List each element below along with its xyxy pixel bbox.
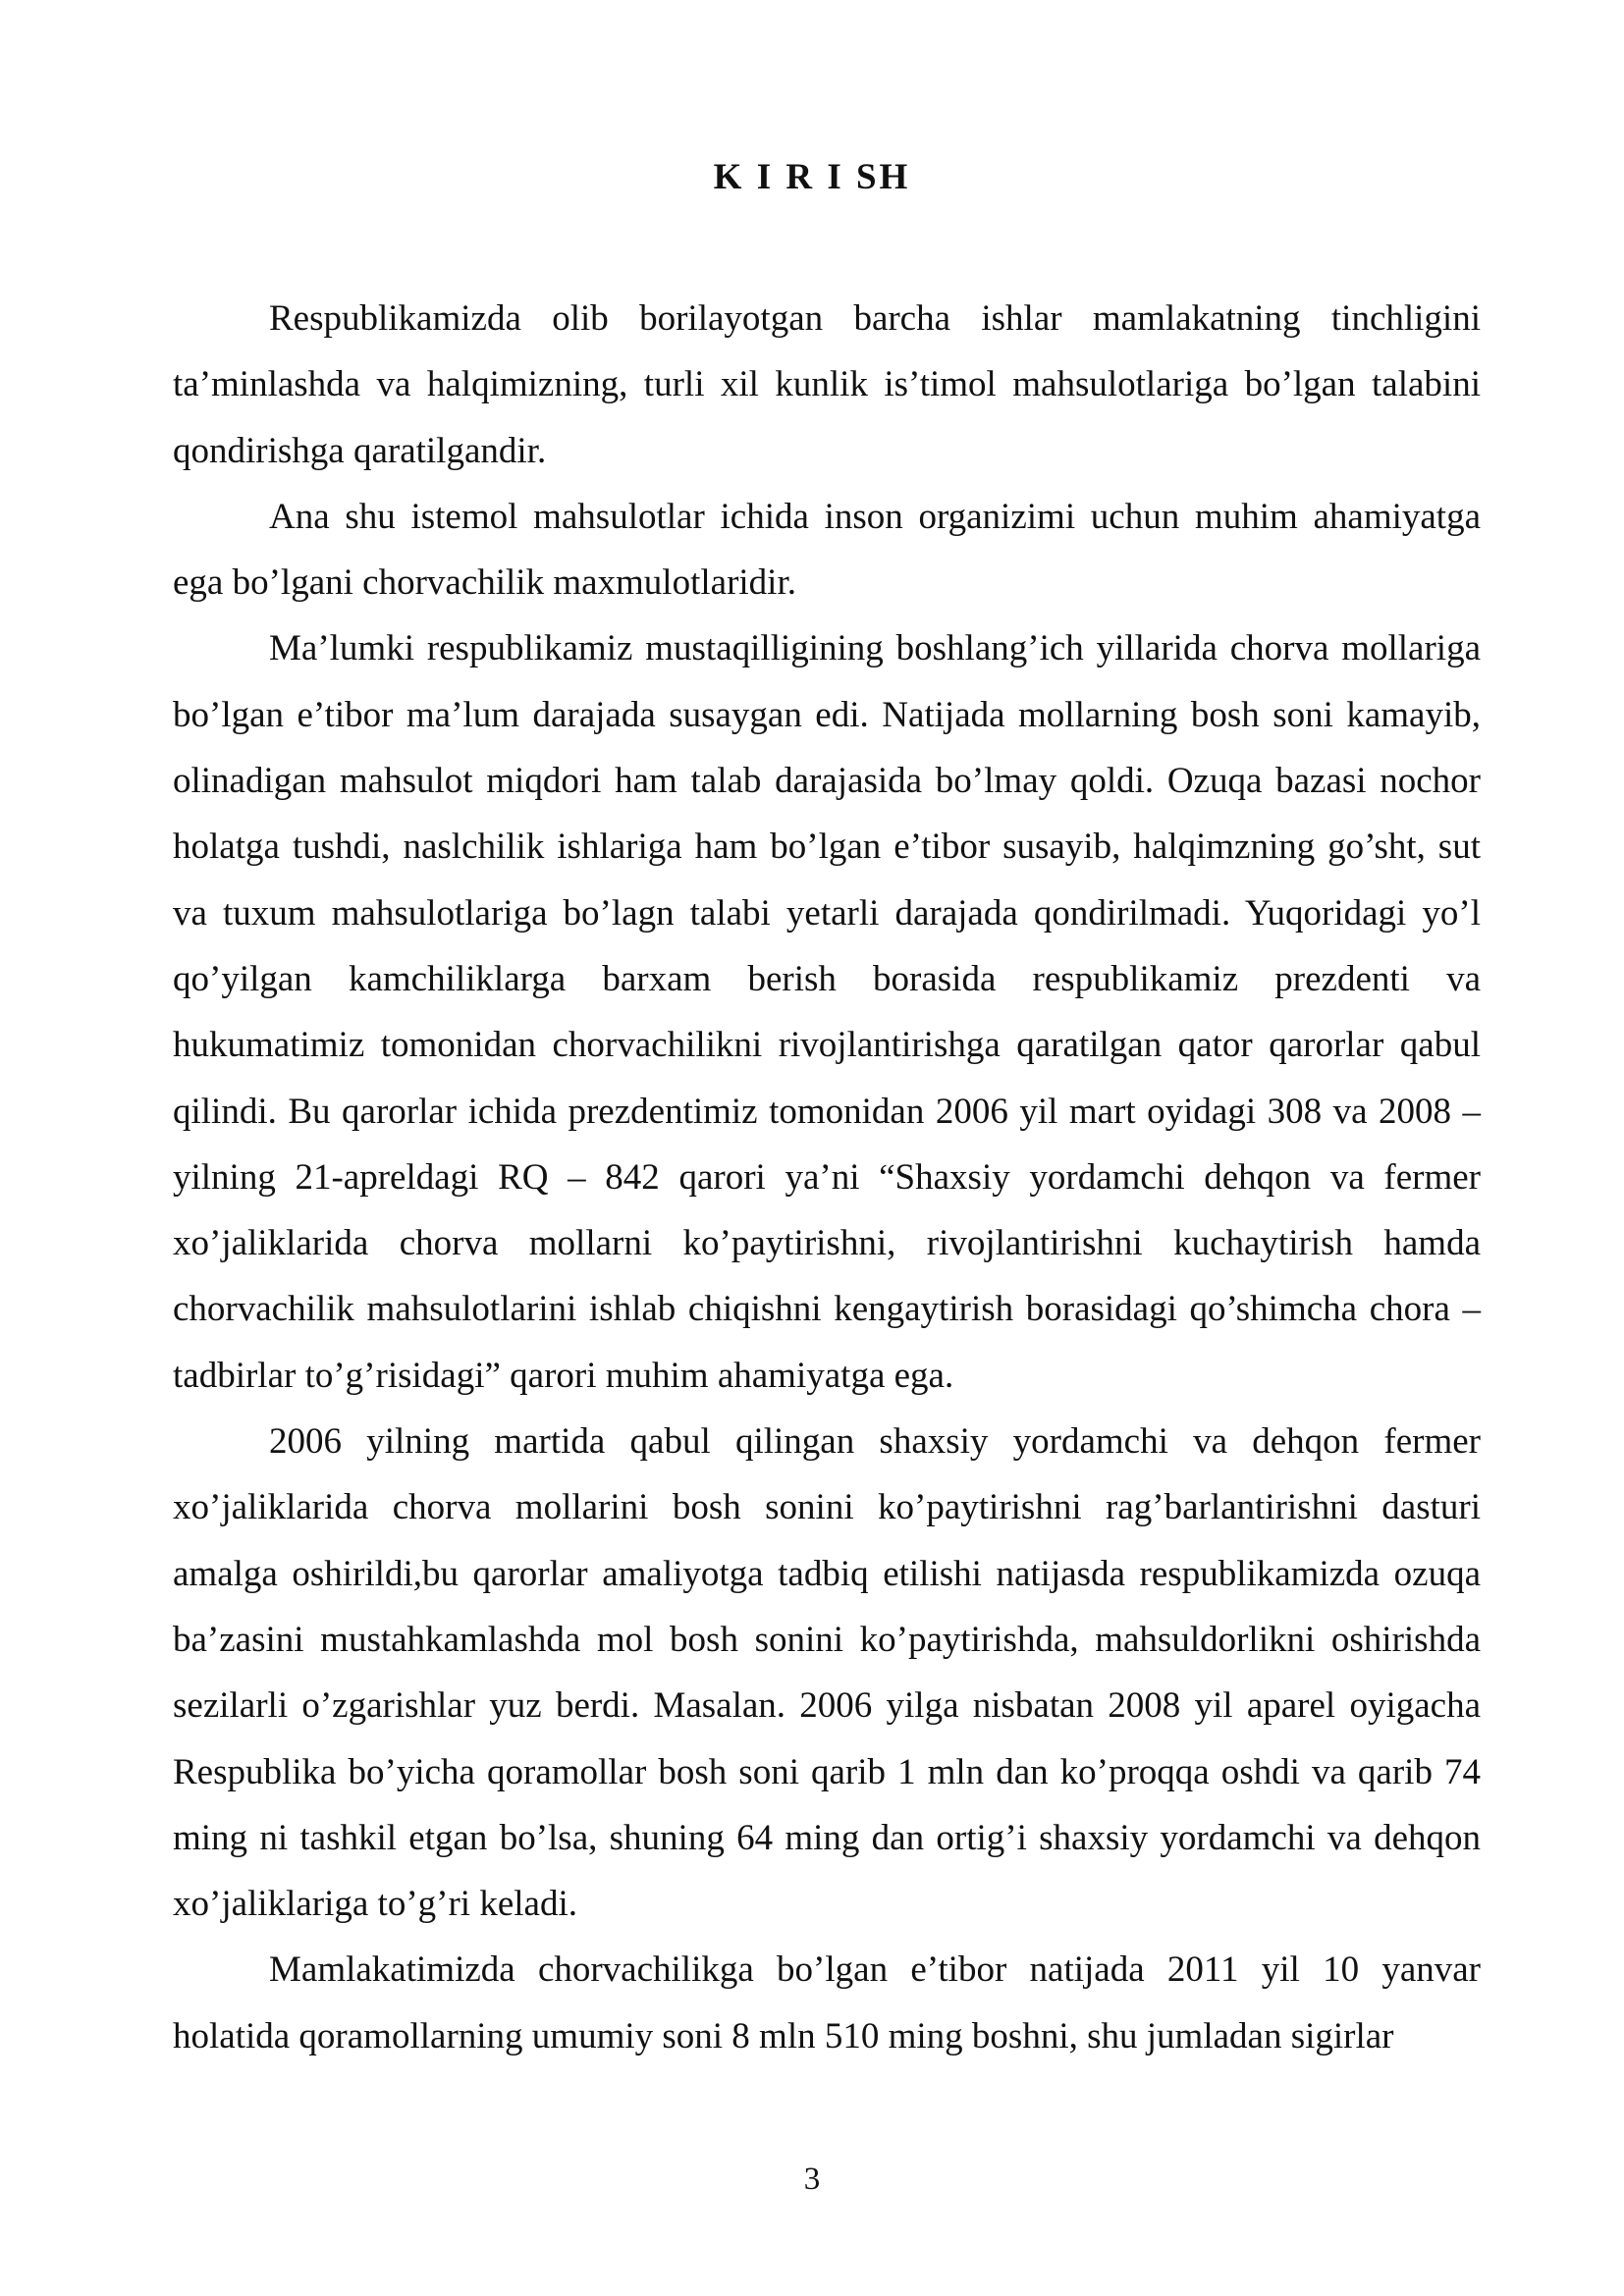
paragraph-2: Ana shu istemol mahsulotlar ichida inson organizimi uchun muhim ahamiyatga ega bo’lgani chorvachilik maxmulotlaridir. <box>173 496 1481 604</box>
section-title: K I R I SH <box>713 157 911 197</box>
paragraph-4: 2006 yilning martida qabul qilingan shaxsiy yordamchi va dehqon fermer xo’jaliklarida chorva mollarini bosh sonini ko’paytirishni rag’barlantirishni dasturi amalga oshirildi,bu qarorlar amaliyotga tadbiq etilishi natijasda respublikamizda ozuqa ba’zasini mustahkamlashda mol bosh sonini ko’paytirishda, mahsuldorlikni oshirishda sezilarli o’zgarishlar yuz berdi. Masalan. 2006 yilga nisbatan 2008 yil aparel oyigacha Respublika bo’yicha qoramollar bosh soni qarib 1 mln dan ko’proqqa oshdi va qarib 74 ming ni tashkil etgan bo’lsa, shuning 64 ming dan ortig’i shaxsiy yordamchi va dehqon xo’jaliklariga to’g’ri keladi. <box>173 1421 1481 1925</box>
paragraph-1: Respublikamizda olib borilayotgan barcha ishlar mamlakatning tinchligini ta’minlashda va halqimizning, turli xil kunlik is’timol mahsulotlariga bo’lgan talabini qondirishga qaratilgandir. <box>173 298 1481 471</box>
page-number: 3 <box>803 2162 821 2197</box>
paragraph-5: Mamlakatimizda chorvachilikga bo’lgan e’tibor natijada 2011 yil 10 yanvar holatida qoramollarning umumiy soni 8 mln 510 ming boshni, shu jumladan sigirlar <box>173 1949 1481 2056</box>
paragraph-3: Ma’lumki respublikamiz mustaqilligining boshlang’ich yillarida chorva mollariga bo’lgan e’tibor ma’lum darajada susaygan edi. Natijada mollarning bosh soni kamayib, olinadigan mahsulot miqdori ham talab darajasida bo’lmay qoldi. Ozuqa bazasi nochor holatga tushdi, naslchilik ishlariga ham bo’lgan e’tibor susayib, halqimzning go’sht, sut va tuxum mahsulotlariga bo’lagn talabi yetarli darajada qondirilmadi. Yuqoridagi yo’l qo’yilgan kamchiliklarga barxam berish borasida respublikamiz prezdenti va hukumatimiz tomonidan chorvachilikni rivojlantirishga qaratilgan qator qarorlar qabul qilindi. Bu qarorlar ichida prezdentimiz tomonidan 2006 yil mart oyidagi 308 va 2008 – yilning 21-apreldagi RQ – 842 qarori ya’ni “Shaxsiy yordamchi dehqon va fermer xo’jaliklarida chorva mollarni ko’paytirishni, rivojlantirishni kuchaytirish hamda chorvachilik mahsulotlarini ishlab chiqishni kengaytirish borasidagi qo’shimcha chora –tadbirlar to’g’risidagi” qarori muhim ahamiyatga ega. <box>173 628 1481 1396</box>
document-body <box>173 286 1481 2069</box>
